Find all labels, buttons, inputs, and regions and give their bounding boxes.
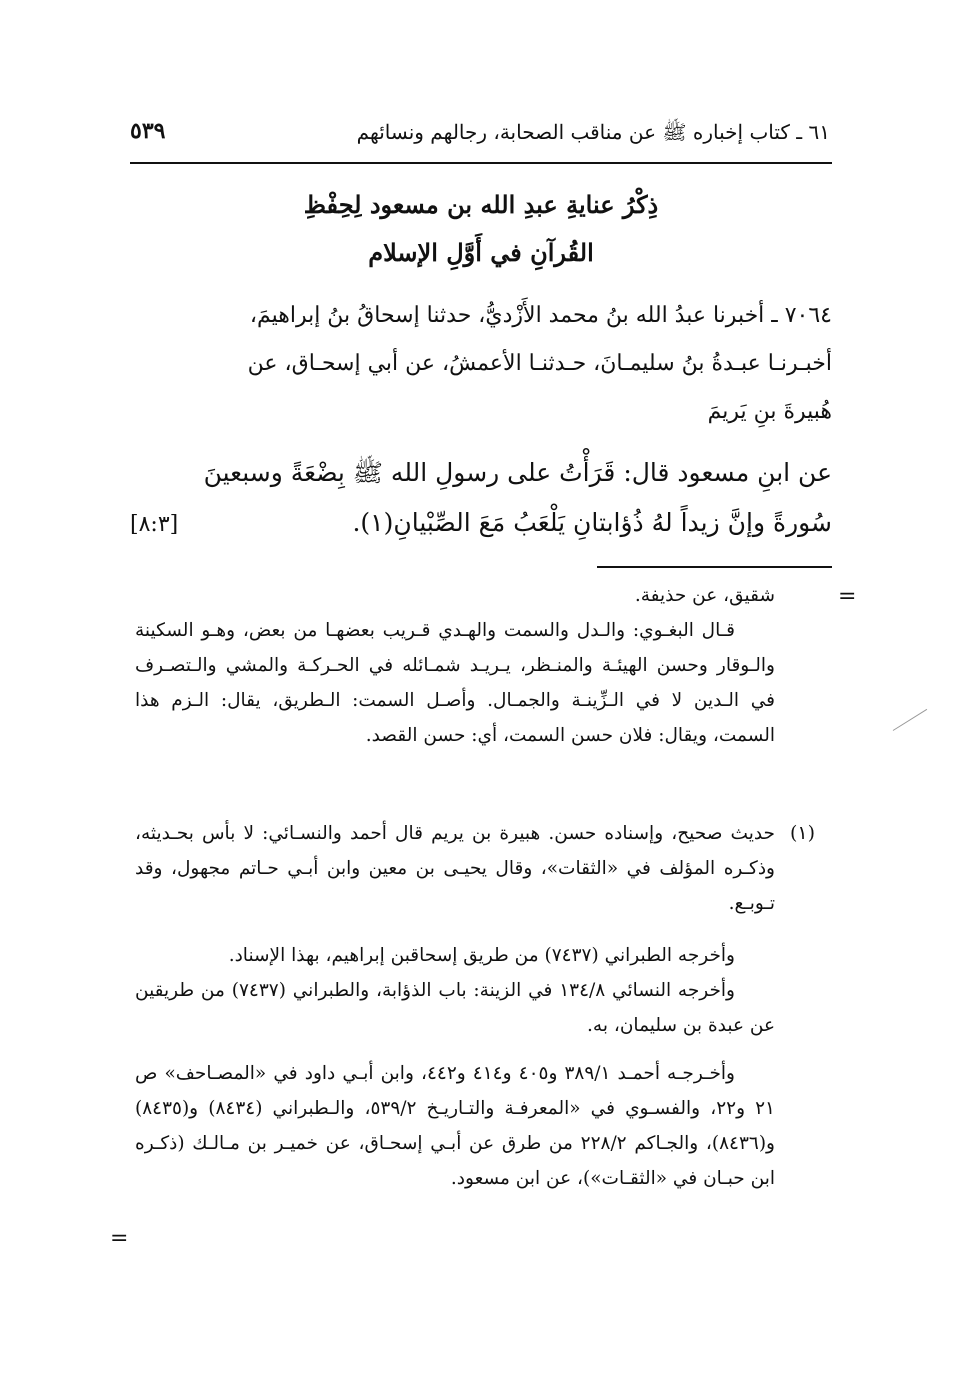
footnote-1-sources-a [135,938,775,1043]
footnote-carryover [135,578,775,753]
continuation-mark-bottom: = [110,1226,129,1251]
footnote-paragraph: شقيق، عن حذيفة. [634,585,775,606]
footnote-1-text [135,816,775,921]
page-number: ٥٣٩ [130,118,166,144]
scan-mark [893,709,927,731]
section-heading-line1: ذِكْرُ عنايةِ عبدِ الله بن مسعود لِحِفْظِ [303,190,659,219]
header-rule [130,162,832,164]
hadith-matn [130,448,832,548]
isnad-line: هُبيرةَ بنِ يَريمَ [707,399,832,424]
footnote-paragraph: وأخرجه النسائي ١٣٤/٨ في الزينة: باب الذؤابة، والطبراني (٧٤٣٧) من طريقين عن عبدة بن سليمان، به. [135,980,775,1036]
footnote-1-sources-b [135,1056,775,1196]
hadith-reference: [٨:٣] [130,512,179,537]
continuation-mark: = [838,584,857,609]
isnad-line: ٧٠٦٤ ـ أخبرنا عبدُ الله بنُ محمد الأَزْديُّ، حدثنا إسحاقُ بنُ إبراهيمَ، [249,303,832,328]
running-header [130,118,830,158]
footnote-paragraph: قـال البغـوي: والـدل والسمت والهـدي قـريب بعضهـا من بعض، وهـو السكينة والـوقار وحسن الهيئـة والمنـظر، يـريـد شمـائله في الحـركـة والمشي والـتصـرف في الـدين لا في الـزِّينـة والجمـال. وأصـل السمت: الـطريق، يقال: الـزم هذا السمت، ويقال: فلان حسن السمت، أي: حسن القصد. [135,620,775,746]
footnote-paragraph: وأخرجه الطبراني (٧٤٣٧) من طريق إسحاقبن إبراهيم، بهذا الإسناد. [228,945,735,966]
footnote-number: (١) [790,822,816,844]
footnote-paragraph: حديث صحيح، وإسناده حسن. هبيرة بن يريم قال أحمد والنسـائي: لا بأس بحـديثه، وذكـره المؤلف في «الثقات»، وقال يحيـى بن معين وابن أبـي حـاتم مجهول، وقد تـوبـع. [135,823,775,914]
hadith-isnad [130,292,832,436]
footnote-paragraph: وأخـرجـه أحمـد ٣٨٩/١ و٤٠٥ و٤١٤ و٤٤٢، وابن أبـي داود في «المصـاحف» ص ٢١ و٢٢، والفسـوي في «المعرفـة والتـاريـخ ٥٣٩/٢، والـطبراني (٨٤٣٤) و(٨٤٣٥) و(٨٤٣٦)، والجـاكم ٢٢٨/٢ من طرق عن أبـي إسحـاق، عن خميـر بن مـالـك (ذكـره ابن حبـان في «الثقـات»)، عن ابن مسعود. [135,1063,775,1189]
section-heading-line2: القُرآنِ في أَوَّلِ الإسلام [368,238,594,267]
footnote-separator [597,566,832,568]
isnad-line: أخبـرنـا عبـدةُ بنُ سليمـانَ، حـدثنـا الأعمشُ، عن أبي إسحـاق، عن [247,351,832,376]
matn-line: سُورةً وإنَّ زيداً لهُ ذُؤابتانِ يَلْعَبُ مَعَ الصِّبْيانِ(١). [352,508,832,537]
running-header-title: ٦١ ـ كتاب إخباره ﷺ عن مناقب الصحابة، رجالهم ونسائهم [356,120,830,144]
matn-line: عن ابنِ مسعود قال: قَرَأْتُ على رسولِ الله ﷺ بِضْعَةً وسبعينَ [203,458,832,487]
